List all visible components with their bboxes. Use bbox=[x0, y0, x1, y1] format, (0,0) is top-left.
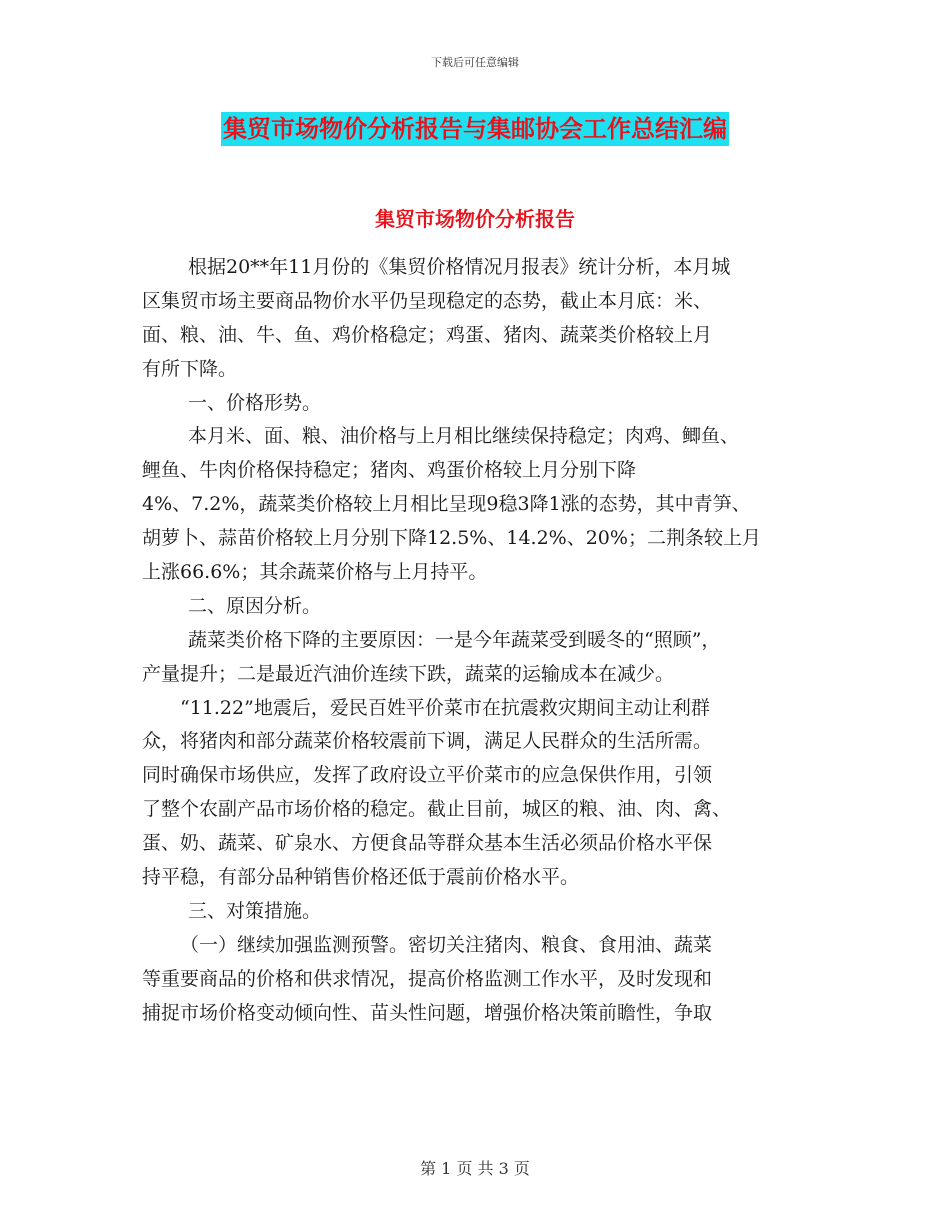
paragraph-line: 根据20**年11月份的《集贸价格情况月报表》统计分析，本月城 bbox=[188, 256, 731, 278]
paragraph-line: 区集贸市场主要商品物价水平仍呈现稳定的态势，截止本月底：米、 bbox=[142, 289, 713, 312]
paragraph-line: 胡萝卜、蒜苗价格较上月分别下降12.5%、14.2%、20%；二荆条较上月 bbox=[142, 527, 761, 550]
paragraph-line: 了整个农副产品市场价格的稳定。截止目前，城区的粮、油、肉、禽、 bbox=[142, 798, 732, 821]
main-title-wrap bbox=[0, 112, 950, 146]
section-heading: 三、对策措施。 bbox=[188, 899, 322, 922]
paragraph-line: 产量提升；二是最近汽油价连续下跌，蔬菜的运输成本在减少。 bbox=[142, 662, 675, 685]
section-title: 集贸市场物价分析报告 bbox=[375, 207, 575, 231]
paragraph-line: “11.22”地震后，爱民百姓平价菜市在抗震救灾期间主动让利群 bbox=[180, 696, 710, 719]
paragraph-line: 众，将猪肉和部分蔬菜价格较震前下调，满足人民群众的生活所需。 bbox=[142, 730, 713, 753]
paragraph-line: 鲤鱼、牛肉价格保持稳定；猪肉、鸡蛋价格较上月分别下降 bbox=[142, 459, 637, 482]
paragraph-line: 蔬菜类价格下降的主要原因：一是今年蔬菜受到暖冬的“照顾”， bbox=[188, 628, 721, 651]
paragraph-line: 持平稳，有部分品种销售价格还低于震前价格水平。 bbox=[142, 866, 580, 889]
main-title: 集贸市场物价分析报告与集邮协会工作总结汇编 bbox=[221, 112, 729, 146]
paragraph-line: 面、粮、油、牛、鱼、鸡价格稳定；鸡蛋、猪肉、蔬菜类价格较上月 bbox=[142, 323, 713, 346]
paragraph-line: 等重要商品的价格和供求情况，提高价格监测工作水平，及时发现和 bbox=[142, 967, 713, 990]
paragraph-line: 有所下降。 bbox=[142, 357, 238, 380]
paragraph-line: 蛋、奶、蔬菜、矿泉水、方便食品等群众基本生活必须品价格水平保 bbox=[142, 832, 713, 855]
document-body bbox=[142, 252, 812, 1031]
paragraph-line: 捕捉市场价格变动倾向性、苗头性问题，增强价格决策前瞻性，争取 bbox=[142, 1001, 713, 1024]
page-footer: 第 1 页 共 3 页 bbox=[420, 1159, 530, 1178]
paragraph-line: 同时确保市场供应，发挥了政府设立平价菜市的应急保供作用，引领 bbox=[142, 764, 713, 787]
paragraph-line: 4%、7.2%，蔬菜类价格较上月相比呈现9稳3降1涨的态势，其中青笋、 bbox=[142, 493, 751, 516]
paragraph-line: 上涨66.6%；其余蔬菜价格与上月持平。 bbox=[142, 561, 488, 584]
paragraph-line: 本月米、面、粮、油价格与上月相比继续保持稳定；肉鸡、鲫鱼、 bbox=[188, 425, 740, 448]
header-note: 下载后可任意编辑 bbox=[431, 56, 519, 69]
paragraph-line: （一）继续加强监测预警。密切关注猪肉、粮食、食用油、蔬菜 bbox=[180, 933, 713, 956]
section-heading: 二、原因分析。 bbox=[188, 594, 322, 617]
section-heading: 一、价格形势。 bbox=[188, 391, 322, 414]
